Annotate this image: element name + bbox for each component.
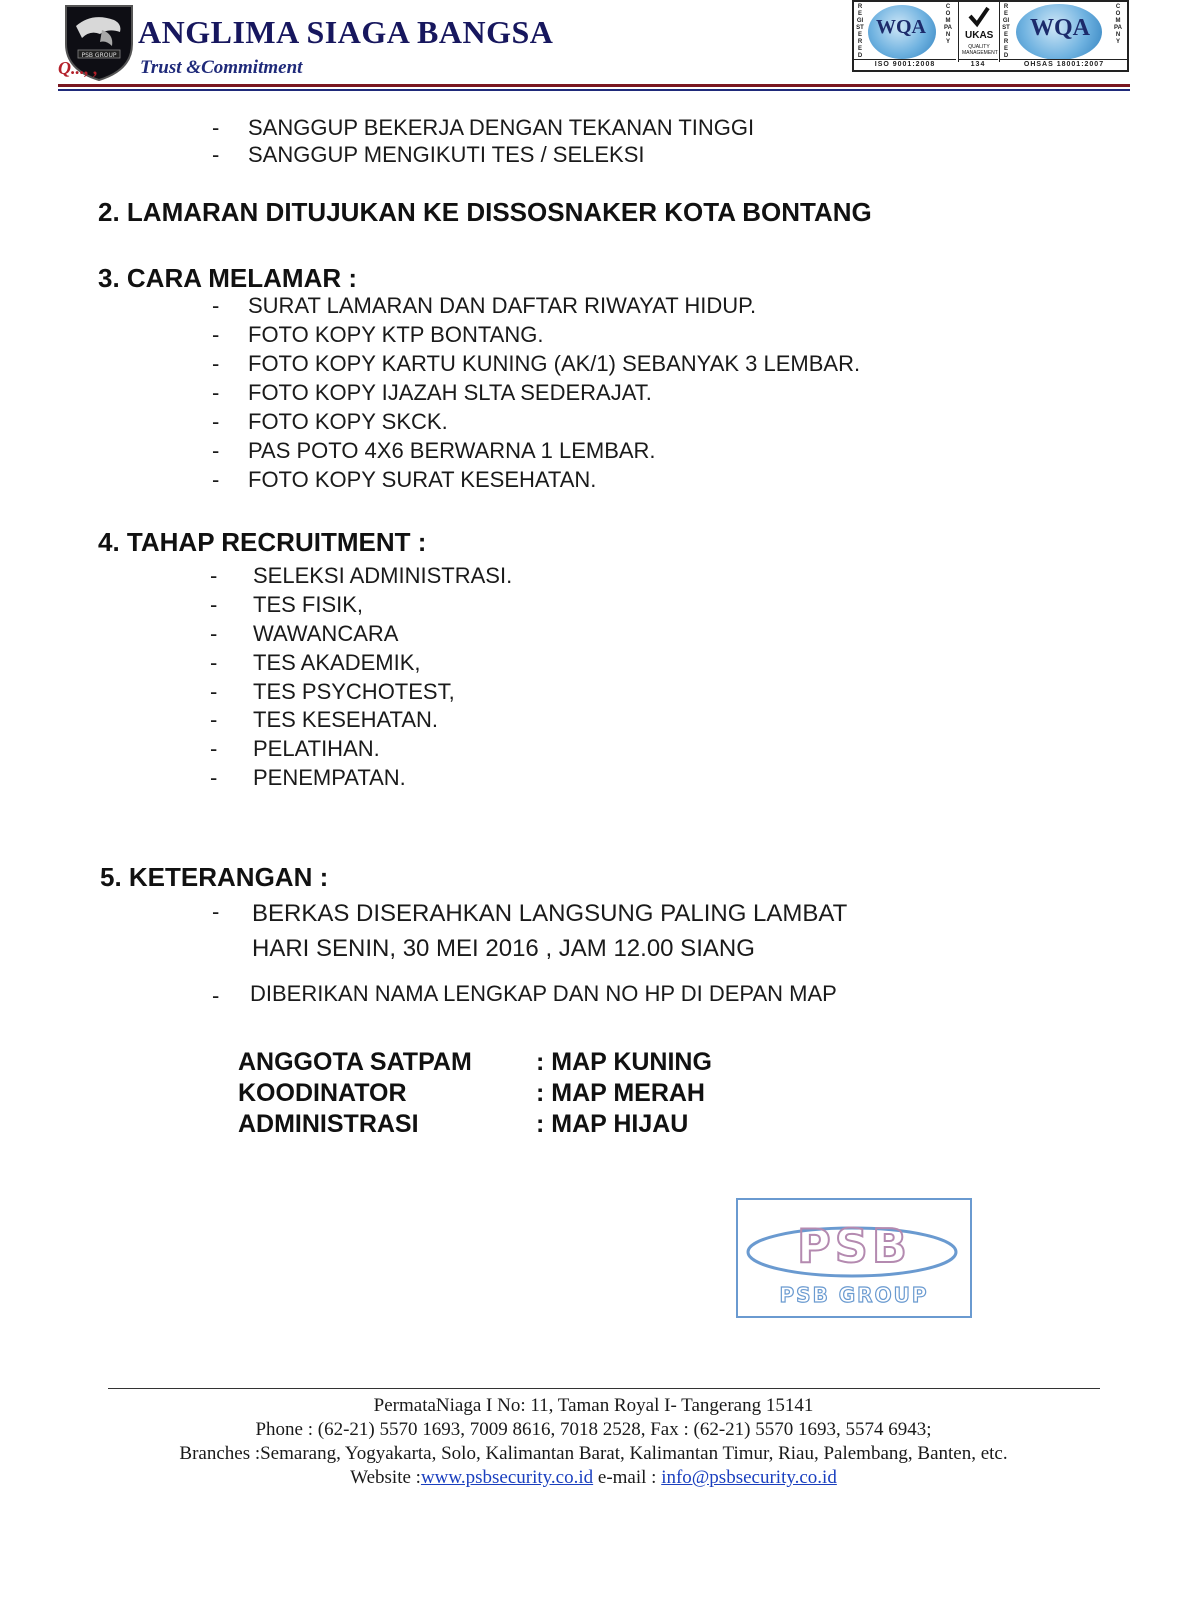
footer-contact	[0, 1466, 1187, 1490]
list-item: FOTO KOPY KTP BONTANG.	[248, 322, 544, 347]
email-link[interactable]: info@psbsecurity.co.id	[661, 1467, 837, 1488]
list-dash: -	[212, 983, 220, 1008]
cert-side-text: REGISTERED	[856, 4, 864, 59]
deadline-line-2: HARI SENIN, 30 MEI 2016 , JAM 12.00 SIANG	[252, 935, 755, 962]
list-item: TES FISIK,	[253, 592, 364, 617]
list-item: PELATIHAN.	[253, 736, 380, 761]
stamp-logo: PSB	[797, 1219, 911, 1273]
wqa-ohsas-badge	[1000, 2, 1128, 62]
map-role: ADMINISTRASI	[238, 1110, 419, 1138]
email-label: e-mail :	[593, 1467, 662, 1488]
wqa-logo-text: WQA	[876, 16, 926, 38]
company-stamp	[736, 1198, 972, 1318]
map-color: : MAP HIJAU	[536, 1110, 689, 1138]
company-tagline: Trust &Commitment	[140, 57, 303, 78]
list-dash: -	[212, 322, 220, 347]
section4-heading: 4. TAHAP RECRUITMENT :	[98, 527, 427, 557]
iso-caption: ISO 9001:2008	[854, 59, 956, 70]
list-dash: -	[210, 592, 218, 617]
list-item: PAS POTO 4X6 BERWARNA 1 LEMBAR.	[248, 438, 656, 463]
list-dash: -	[212, 899, 220, 924]
list-item: TES AKADEMIK,	[253, 650, 421, 675]
header-rule-navy	[58, 89, 1130, 91]
footer-address: PermataNiaga I No: 11, Taman Royal I- Tangerang 15141	[373, 1395, 814, 1416]
section5-heading: 5. KETERANGAN :	[100, 862, 329, 892]
tagline-prefix: Q..., ,	[58, 58, 98, 78]
header-rule-maroon	[58, 84, 1130, 87]
list-dash: -	[210, 650, 218, 675]
list-dash: -	[210, 679, 218, 704]
website-link[interactable]: www.psbsecurity.co.id	[420, 1467, 594, 1488]
list-item: FOTO KOPY SURAT KESEHATAN.	[248, 467, 597, 492]
map-color: : MAP MERAH	[536, 1079, 705, 1107]
list-dash: -	[210, 736, 218, 761]
list-dash: -	[212, 409, 220, 434]
footer-phone: Phone : (62-21) 5570 1693, 7009 8616, 7018 2528, Fax : (62-21) 5570 1693, 5574 6943;	[255, 1419, 932, 1440]
list-dash: -	[210, 707, 218, 732]
list-item: SURAT LAMARAN DAN DAFTAR RIWAYAT HIDUP.	[248, 293, 757, 318]
logo-text: PSB GROUP	[81, 52, 117, 59]
list-item: FOTO KOPY KARTU KUNING (AK/1) SEBANYAK 3 LEMBAR.	[248, 351, 861, 376]
list-item: FOTO KOPY IJAZAH SLTA SEDERAJAT.	[248, 380, 652, 405]
list-dash: -	[210, 621, 218, 646]
deadline-line-1: BERKAS DISERAHKAN LANGSUNG PALING LAMBAT	[252, 900, 848, 927]
list-dash: -	[212, 142, 220, 167]
list-item: SANGGUP MENGIKUTI TES / SELEKSI	[248, 142, 645, 167]
map-role: KOODINATOR	[238, 1079, 407, 1107]
list-item: TES PSYCHOTEST,	[253, 679, 455, 704]
ukas-caption: 134	[958, 59, 998, 70]
section2-heading: 2. LAMARAN DITUJUKAN KE DISSOSNAKER KOTA BONTANG	[98, 197, 872, 227]
footer-branches: Branches :Semarang, Yogyakarta, Solo, Kalimantan Barat, Kalimantan Timur, Riau, Palembang, Banten, etc.	[179, 1443, 1008, 1464]
list-item: FOTO KOPY SKCK.	[248, 409, 448, 434]
list-dash: -	[212, 293, 220, 318]
wqa-iso-badge	[854, 2, 956, 62]
list-item: TES KESEHATAN.	[253, 707, 439, 732]
cert-side-text: COMPANY	[1114, 4, 1122, 45]
list-item: DIBERIKAN NAMA LENGKAP DAN NO HP DI DEPAN MAP	[250, 981, 837, 1006]
list-item: WAWANCARA	[253, 621, 399, 646]
list-item: SELEKSI ADMINISTRASI.	[253, 563, 513, 588]
list-item: SANGGUP BEKERJA DENGAN TEKANAN TINGGI	[248, 115, 755, 140]
checkmark-icon	[967, 6, 991, 28]
map-color: : MAP KUNING	[536, 1048, 712, 1076]
map-role: ANGGOTA SATPAM	[238, 1048, 472, 1076]
cert-side-text: COMPANY	[944, 4, 952, 45]
ohsas-caption: OHSAS 18001:2007	[1000, 59, 1128, 70]
list-dash: -	[212, 380, 220, 405]
wqa-logo-text: WQA	[1030, 15, 1090, 41]
list-dash: -	[210, 563, 218, 588]
list-dash: -	[212, 438, 220, 463]
list-dash: -	[212, 467, 220, 492]
website-label: Website :	[350, 1467, 421, 1488]
list-dash: -	[212, 351, 220, 376]
cert-side-text: REGISTERED	[1002, 4, 1010, 59]
list-dash: -	[210, 765, 218, 790]
ukas-text: UKAS	[965, 30, 994, 41]
ukas-subtext: QUALITY MANAGEMENT	[962, 44, 998, 56]
list-dash: -	[212, 115, 220, 140]
footer-rule	[108, 1388, 1100, 1389]
certification-badges	[852, 0, 1129, 72]
company-name: ANGLIMA SIAGA BANGSA	[138, 14, 554, 50]
ukas-badge	[958, 2, 1000, 62]
list-item: PENEMPATAN.	[253, 765, 406, 790]
section3-heading: 3. CARA MELAMAR :	[98, 263, 358, 293]
stamp-text: PSB GROUP	[779, 1283, 929, 1307]
